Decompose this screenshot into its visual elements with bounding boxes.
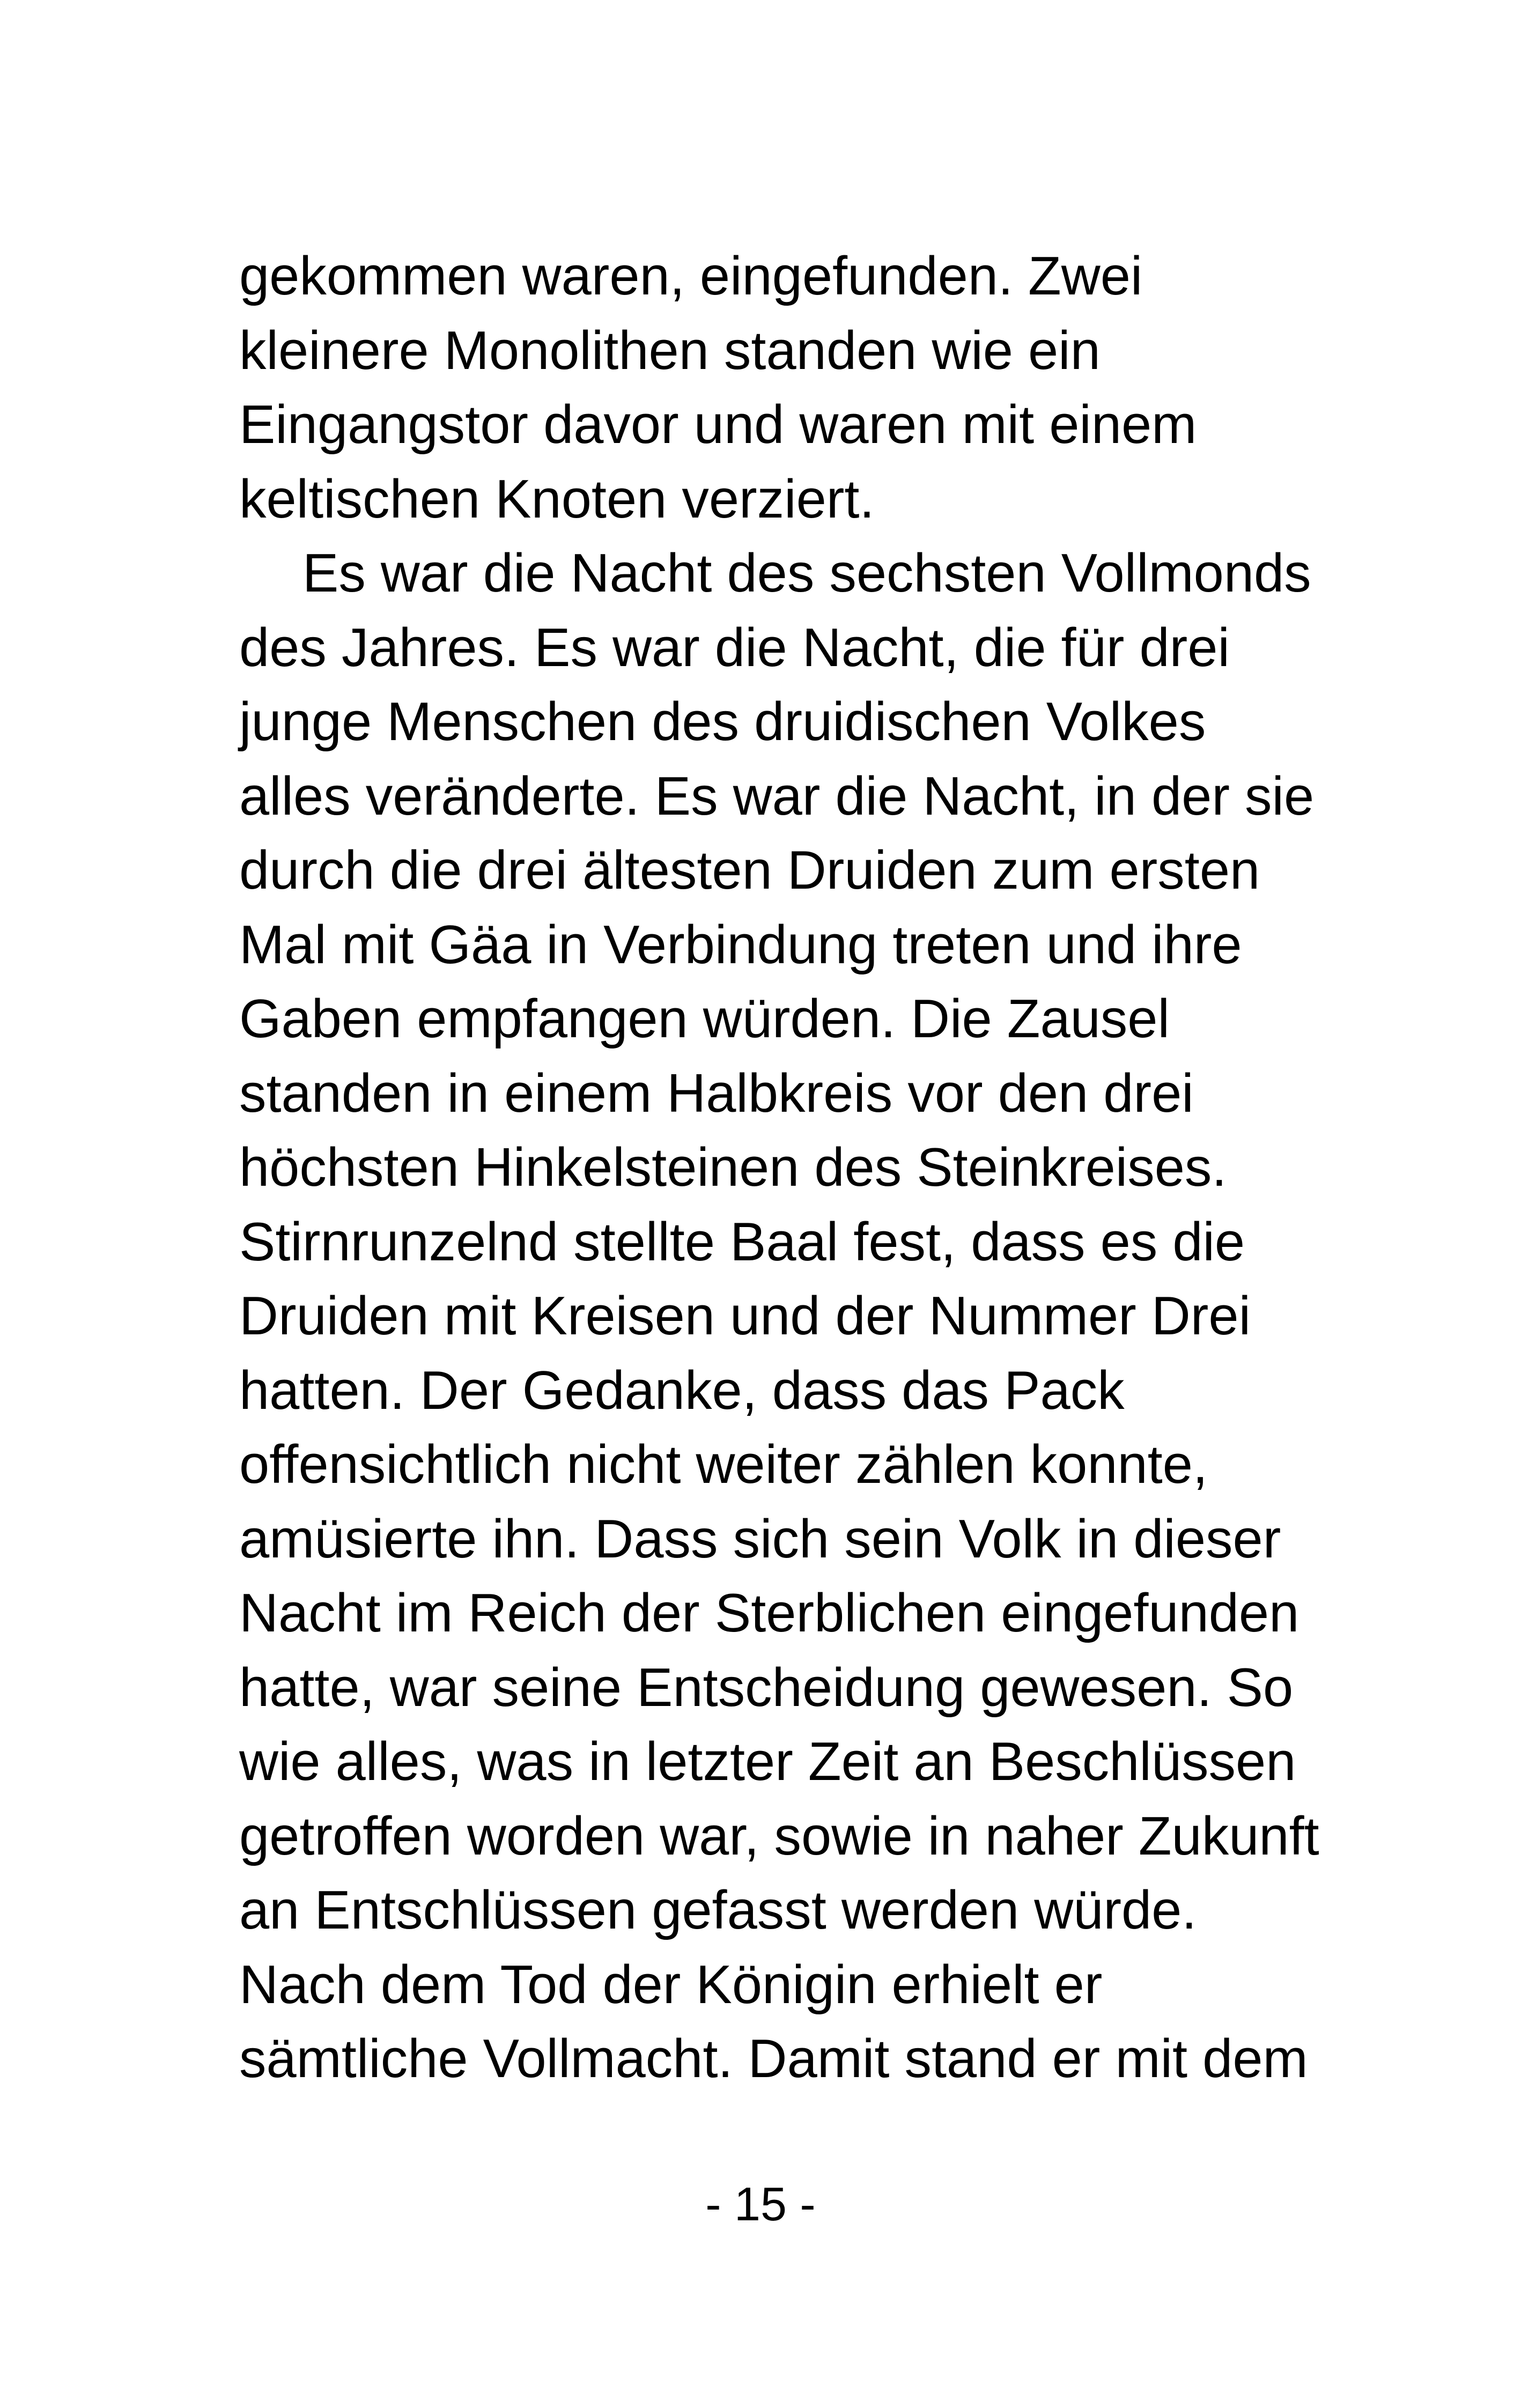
text-line: durch die drei ältesten Druiden zum ersten: [239, 840, 1260, 900]
text-line: getroffen worden war, sowie in naher Zukunft: [239, 1806, 1319, 1866]
page-number: - 15 -: [705, 2177, 816, 2230]
body-text: [239, 239, 1339, 2096]
text-line: sämtliche Vollmacht. Damit stand er mit dem: [239, 2029, 1308, 2089]
text-line: standen in einem Halbkreis vor den drei: [239, 1063, 1194, 1124]
text-line: Mal mit Gäa in Verbindung treten und ihre: [239, 914, 1242, 975]
text-line: hatte, war seine Entscheidung gewesen. So: [239, 1657, 1294, 1718]
text-line: amüsierte ihn. Dass sich sein Volk in dieser: [239, 1509, 1281, 1569]
text-line: Druiden mit Kreisen und der Nummer Drei: [239, 1286, 1251, 1346]
text-line: Nach dem Tod der Königin erhielt er: [239, 1954, 1103, 2015]
text-line: an Entschlüssen gefasst werden würde.: [239, 1880, 1197, 1940]
text-line: offensichtlich nicht weiter zählen konnte,: [239, 1435, 1208, 1495]
text-line: des Jahres. Es war die Nacht, die für drei: [239, 617, 1230, 678]
text-line: höchsten Hinkelsteinen des Steinkreises.: [239, 1137, 1227, 1198]
text-line: Gaben empfangen würden. Die Zausel: [239, 989, 1170, 1049]
text-line: wie alles, was in letzter Zeit an Beschlüssen: [239, 1732, 1296, 1792]
text-line: gekommen waren, eingefunden. Zwei: [239, 246, 1143, 306]
text-line: junge Menschen des druidischen Volkes: [239, 692, 1206, 752]
text-line: alles veränderte. Es war die Nacht, in der sie: [239, 766, 1315, 826]
text-line: Stirnrunzelnd stellte Baal fest, dass es die: [239, 1212, 1245, 1272]
text-line: hatten. Der Gedanke, dass das Pack: [239, 1360, 1125, 1421]
paragraph-first-line: Es war die Nacht des sechsten Vollmonds: [302, 543, 1311, 603]
text-line: keltischen Knoten verziert.: [239, 469, 875, 529]
text-line: Nacht im Reich der Sterblichen eingefunden: [239, 1583, 1300, 1643]
text-line: Eingangstor davor und waren mit einem: [239, 395, 1197, 455]
text-line: kleinere Monolithen standen wie ein: [239, 320, 1101, 381]
